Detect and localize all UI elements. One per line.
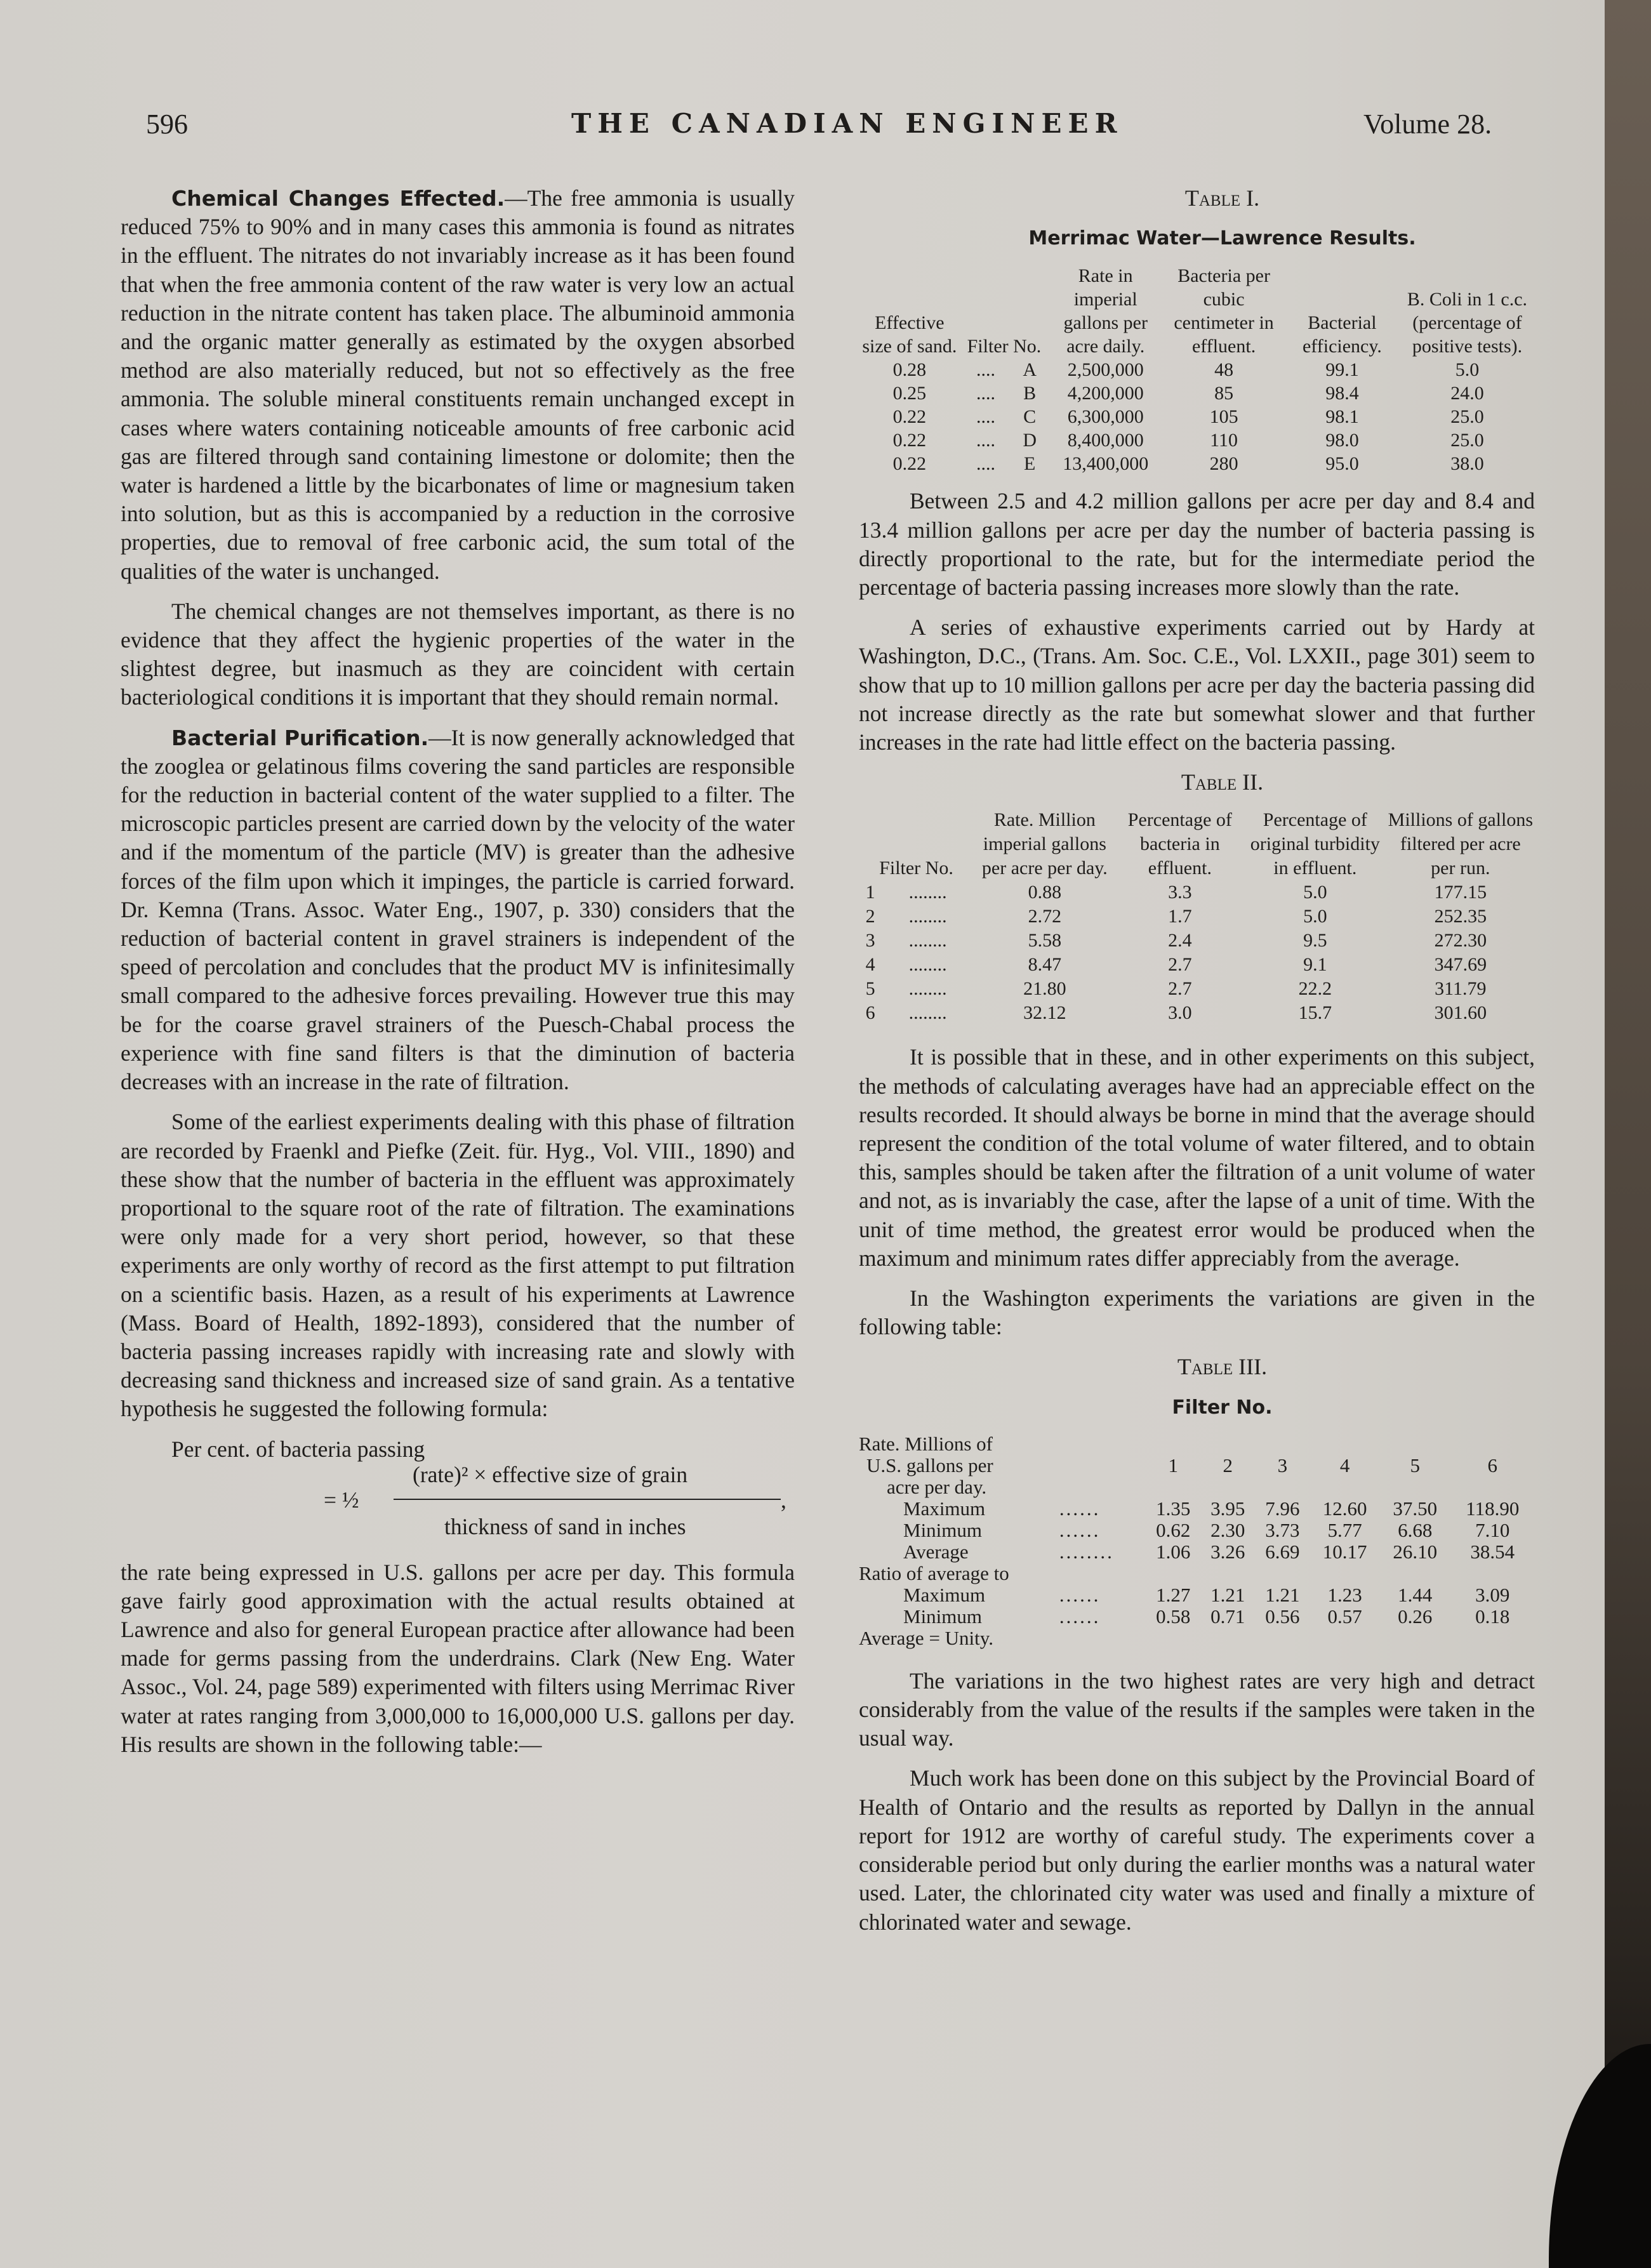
table-cell: 0.62 — [1156, 1518, 1191, 1541]
table-washington-rates — [859, 808, 1535, 1025]
row-label: Minimum — [903, 1518, 983, 1541]
table-row — [859, 1001, 1535, 1025]
table-cell: 301.60 — [1434, 1002, 1487, 1024]
table-cell: 5.0 — [1303, 906, 1327, 927]
table-cell: 6 — [865, 1002, 875, 1024]
table-cell: 2.30 — [1210, 1518, 1245, 1541]
table-cell: ........ — [908, 954, 947, 976]
table-header-row — [859, 1455, 1535, 1476]
section-heading: Chemical Changes Effected. — [171, 186, 505, 211]
table-header-row — [859, 808, 1535, 880]
table-header-row — [859, 264, 1535, 358]
table-cell: 1.06 — [1156, 1540, 1191, 1563]
table-cell: 272.30 — [1434, 930, 1487, 952]
table-cell: 2.7 — [1168, 954, 1192, 976]
formula-label: Per cent. of bacteria passing — [171, 1436, 425, 1462]
table-cell: 1.44 — [1398, 1583, 1433, 1606]
fraction-bar — [394, 1499, 781, 1500]
table-row — [859, 1563, 1535, 1584]
table-cell: .... — [976, 430, 995, 451]
table-cell: 0.58 — [1156, 1605, 1191, 1628]
table-cell: 38.0 — [1450, 453, 1484, 475]
table-cell: 4,200,000 — [1067, 383, 1144, 404]
table-cell: E — [1023, 453, 1036, 475]
table-cell: 95.0 — [1325, 453, 1359, 475]
table-cell: 311.79 — [1435, 978, 1487, 1000]
formula-denominator: thickness of sand in inches — [444, 1513, 686, 1539]
table-cell: 5 — [865, 978, 875, 1000]
paragraph: The chemical changes are not themselves important, as there is no evidence that they affect the hygienic properties of the water in the slightest degree, but inasmuch as they are coincident with certain bacteriological conditions it is important that they should remain normal. — [121, 598, 795, 710]
table-cell: 25.0 — [1450, 406, 1484, 428]
table-row — [859, 452, 1535, 475]
table-subtitle: Merrimac Water—Lawrence Results. — [1028, 227, 1416, 250]
table-row — [859, 880, 1535, 905]
table-cell: .... — [976, 383, 995, 404]
paragraph: Some of the earliest experiments dealing with this phase of filtration are recorded by Fraenkl and Piefke (Zeit. für. Hyg., Vol. VIII., 1890) and these show that the number of bacteria in the effluent was approximately proportional to the square root of the rate of filtration. The examinations were only made for a very short period, however, so that these experiments are only worthy of record as the first attempt to put filtration on a scientific basis. Hazen, as a result of his experiments at Lawrence (Mass. Board of Health, 1892-1893), considered that the number of bacteria passing increases rapidly with increasing rate and slowly with decreasing sand thickness and increased size of sand grain. As a tentative hypothesis he suggested the following formula: — [121, 1109, 795, 1422]
table-row — [859, 1476, 1535, 1498]
paragraph: the rate being expressed in U.S. gallons per acre per day. This formula gave fairly good approximation with the actual results obtained at Lawrence and also for general European practice after allowance had been made for germs passing from the underdrains. Clark (New Eng. Water Assoc., Vol. 24, page 589) experimented with filters using Merrimac River water at rates ranging from 3,000,000 to 16,000,000 U.S. gallons per day. His results are shown in the following table:— — [121, 1559, 795, 1757]
table-cell: D — [1023, 430, 1037, 451]
column-header: Rate. Million imperial gallons per acre per day. — [981, 809, 1108, 879]
table-row — [859, 953, 1535, 977]
column-header: Filter No. — [879, 858, 953, 879]
paragraph-text: —The free ammonia is usually reduced 75% to 90% and in many cases this ammonia is found as nitrates in the effluent. The nitrates do not invariably increase as it has been found that when the free ammonia content of the raw water is very low an actual reduction in the nitrate content has taken place. The albuminoid ammonia and the organic matter generally as estimated by the oxygen absorbed method are also materially reduced, but not so effectively as the free ammonia. The soluble mineral constituents remain unchanged except in cases where waters containing noticeable amounts of free carbonic acid gas are filtered through sand containing limestone or dolomite; then the water is hardened a little by the bicarbonates of lime or magnesium taken into solution, but as this is accompanied by a reduction in the corrosive properties, due to removal of free carbonic acid, the sum total of the qualities of the water is unchanged. — [121, 185, 795, 584]
row-label: Ratio of average to — [859, 1562, 1009, 1584]
table-cell: 0.22 — [892, 453, 927, 475]
table-cell: 24.0 — [1450, 383, 1484, 404]
table-cell: 1 — [865, 882, 875, 903]
table-cell: 2.72 — [1028, 906, 1062, 927]
hazen-formula — [121, 1435, 795, 1556]
table-cell: 2.7 — [1168, 978, 1192, 1000]
formula-comma: , — [781, 1487, 786, 1513]
formula-equals: = ½ — [324, 1487, 359, 1513]
table-cell: 3.09 — [1475, 1583, 1510, 1606]
table-cell: 1.21 — [1210, 1583, 1245, 1606]
table-caption: Table II. — [1181, 769, 1264, 795]
table-cell: 177.15 — [1434, 882, 1487, 903]
table-cell: 5.0 — [1303, 882, 1327, 903]
table-merrimac — [859, 264, 1535, 475]
table-caption: Table I. — [1184, 185, 1260, 211]
table-cell: .... — [976, 406, 995, 428]
table-cell: 0.71 — [1210, 1605, 1245, 1628]
table-cell: 85 — [1214, 383, 1234, 404]
table-row — [859, 929, 1535, 953]
table-cell: 0.22 — [892, 430, 927, 451]
table-cell: 98.1 — [1325, 406, 1359, 428]
table-cell: .... — [976, 359, 995, 381]
table-row — [859, 1584, 1535, 1606]
table-cell: 6.69 — [1265, 1540, 1300, 1563]
table-cell: 98.4 — [1325, 383, 1359, 404]
column-header: Bacteria per cubic centimeter in effluent. — [1174, 265, 1274, 357]
table-cell: 3 — [865, 930, 875, 952]
table-cell: 7.96 — [1265, 1497, 1300, 1520]
column-header: Rate in imperial gallons per acre daily. — [1063, 265, 1148, 357]
table-cell: 1.23 — [1327, 1583, 1362, 1606]
table-cell: 22.2 — [1298, 978, 1332, 1000]
column-header: 2 — [1223, 1454, 1233, 1476]
table-caption: Table III. — [1177, 1354, 1268, 1380]
row-label: acre per day. — [887, 1475, 987, 1498]
dot-leader: ...... — [1059, 1518, 1101, 1541]
column-header: 6 — [1487, 1454, 1498, 1476]
table-row — [859, 977, 1535, 1001]
paragraph: The variations in the two highest rates are very high and detract considerably from the value of the results if the samples were taken in the usual way. — [859, 1668, 1535, 1751]
table-cell: ........ — [908, 882, 947, 903]
table-cell: ........ — [908, 1002, 947, 1024]
column-header: Bacterial efficiency. — [1302, 312, 1382, 357]
table-cell: 3.3 — [1168, 882, 1192, 903]
left-column — [121, 184, 795, 1770]
table-rate-variations — [859, 1433, 1535, 1649]
table-cell: .... — [976, 453, 995, 475]
table-row — [859, 905, 1535, 929]
table-cell: 0.25 — [892, 383, 927, 404]
dot-leader: ...... — [1059, 1605, 1101, 1628]
table-cell: 252.35 — [1434, 906, 1487, 927]
row-label: Maximum — [903, 1583, 986, 1606]
right-column — [859, 184, 1535, 1948]
paragraph-bacterial-purification — [121, 724, 795, 1097]
table-row — [859, 1628, 1535, 1649]
table-row — [859, 1498, 1535, 1520]
section-heading: Bacterial Purification. — [171, 725, 429, 750]
table-cell: 4 — [865, 954, 875, 976]
column-header: 4 — [1339, 1454, 1350, 1476]
paragraph: Between 2.5 and 4.2 million gallons per acre per day and 8.4 and 13.4 million gallons per acre per day the number of bacteria passing is directly proportional to the rate, but for the intermediate period the percentage of bacteria passing increases more slowly than the rate. — [859, 488, 1535, 600]
paragraph: It is possible that in these, and in other experiments on this subject, the methods of calculating averages have had an appreciable effect on the results recorded. It should always be borne in mind that the average should represent the condition of the total volume of water filtered, and to obtain this, samples should be taken after the filtration of a unit volume of water and not, as is invariably the case, after the lapse of a unit of time. With the unit of time method, the greatest error would be produced when the maximum and minimum rates differ appreciably from the average. — [859, 1044, 1535, 1271]
paragraph: In the Washington experiments the variations are given in the following table: — [859, 1285, 1535, 1340]
formula-numerator: (rate)² × effective size of grain — [413, 1461, 688, 1487]
table-cell: 1.27 — [1156, 1583, 1191, 1606]
table-row — [859, 1520, 1535, 1541]
table-cell: 38.54 — [1470, 1540, 1515, 1563]
table-cell: 25.0 — [1450, 430, 1484, 451]
table-cell: 10.17 — [1322, 1540, 1367, 1563]
table-subtitle: Filter No. — [1172, 1396, 1273, 1419]
column-header: Millions of gallons filtered per acre per run. — [1388, 809, 1533, 879]
table-footer: Average = Unity. — [859, 1626, 994, 1649]
paragraph-text: —It is now generally acknowledged that the zooglea or gelatinous films covering the sand particles are responsible for the reduction in bacterial content of the water supplied to a filter. The microscopic particles present are carried down by the velocity of the water and if the momentum of the particle (MV) is greater than the adhesive forces of the film upon which it impinges, the particle is carried forward. Dr. Kemna (Trans. Assoc. Water Eng., 1907, p. 330) considers that the reduction of bacterial content in gravel strainers is independent of the speed of percolation and concludes that the product MV is infinitesimally small compared to the adhesive forces prevailing. However true this may be for the coarse gravel strainers of the Puesch-Chabal process the experience with fine sand filters is that the diminution of bacteria decreases with an increase in the rate of filtration. — [121, 724, 795, 1095]
dot-leader: ........ — [1059, 1540, 1114, 1563]
table-cell: 0.22 — [892, 406, 927, 428]
table-row — [859, 1541, 1535, 1563]
table-cell: 6,300,000 — [1067, 406, 1144, 428]
column-header: 3 — [1277, 1454, 1288, 1476]
table-row — [859, 1433, 1535, 1455]
table-cell: 2.4 — [1168, 930, 1192, 952]
table-cell: 5.0 — [1455, 359, 1480, 381]
table-cell: 3.26 — [1210, 1540, 1245, 1563]
table-row — [859, 405, 1535, 428]
table-cell: 8.47 — [1028, 954, 1062, 976]
table-cell: 0.56 — [1265, 1605, 1300, 1628]
table-cell: 2 — [865, 906, 875, 927]
table-cell: 118.90 — [1466, 1497, 1520, 1520]
paragraph: A series of exhaustive experiments carried out by Hardy at Washington, D.C., (Trans. Am. Soc. C.E., Vol. LXXII., page 301) seem to show that up to 10 million gallons per acre per day the bacteria passing did not increase directly as the rate but somewhat slower and that further increases in the rate had little effect on the bacteria passing. — [859, 614, 1535, 755]
page-number: 596 — [146, 109, 188, 140]
table-cell: 110 — [1210, 430, 1238, 451]
table-cell: 7.10 — [1475, 1518, 1510, 1541]
table-cell: 347.69 — [1434, 954, 1487, 976]
paragraph-chemical-changes — [121, 184, 795, 586]
dot-leader: ...... — [1059, 1497, 1101, 1520]
table-row — [859, 358, 1535, 381]
column-header: B. Coli in 1 c.c. (percentage of positive tests). — [1407, 289, 1528, 357]
column-header: Percentage of original turbidity in effluent. — [1250, 809, 1380, 879]
table-cell: 5.58 — [1028, 930, 1062, 952]
table-cell: 99.1 — [1325, 359, 1359, 381]
column-header: Percentage of bacteria in effluent. — [1127, 809, 1232, 879]
table-cell: 9.5 — [1303, 930, 1327, 952]
table-cell: 1.21 — [1265, 1583, 1300, 1606]
table-cell: 0.57 — [1327, 1605, 1362, 1628]
table-cell: 0.18 — [1475, 1605, 1510, 1628]
table-cell: 105 — [1209, 406, 1238, 428]
table-cell: 13,400,000 — [1063, 453, 1149, 475]
column-header: 5 — [1410, 1454, 1420, 1476]
table-cell: 1.7 — [1168, 906, 1192, 927]
table-cell: 2,500,000 — [1067, 359, 1144, 381]
table-cell: 12.60 — [1322, 1497, 1367, 1520]
row-label: Maximum — [903, 1497, 986, 1520]
table-cell: 3.73 — [1265, 1518, 1300, 1541]
table-cell: 6.68 — [1398, 1518, 1433, 1541]
table-cell: 0.28 — [892, 359, 927, 381]
table-cell: 48 — [1214, 359, 1234, 381]
table-cell: 0.26 — [1398, 1605, 1433, 1628]
table-cell: ........ — [908, 906, 947, 927]
table-cell: A — [1023, 359, 1037, 381]
table-row — [859, 1606, 1535, 1628]
volume-label: Volume 28. — [1363, 109, 1492, 140]
table-cell: 1.35 — [1156, 1497, 1191, 1520]
table-cell: 5.77 — [1327, 1518, 1362, 1541]
row-label: Rate. Millions of — [859, 1432, 993, 1455]
table-cell: 98.0 — [1325, 430, 1359, 451]
table-cell: 280 — [1209, 453, 1238, 475]
table-row — [859, 381, 1535, 405]
row-label: Average — [903, 1540, 969, 1563]
table-cell: C — [1023, 406, 1037, 428]
column-header: Effective size of sand. — [862, 312, 957, 357]
row-label: U.S. gallons per — [866, 1454, 993, 1476]
column-header: 1 — [1168, 1454, 1178, 1476]
row-label: Minimum — [903, 1605, 983, 1628]
table-cell: 15.7 — [1298, 1002, 1332, 1024]
table-cell: 21.80 — [1023, 978, 1066, 1000]
book-edge — [1605, 0, 1651, 2268]
column-header: Filter No. — [967, 336, 1042, 357]
table-cell: 3.95 — [1210, 1497, 1245, 1520]
table-cell: 32.12 — [1023, 1002, 1066, 1024]
table-cell: B — [1023, 383, 1037, 404]
paragraph: Much work has been done on this subject by the Provincial Board of Health of Ontario and the results as reported by Dallyn in the annual report for 1912 are worthy of careful study. The experiments cover a considerable period but only during the earlier months was a natural water used. Later, the chlorinated city water was used and finally a mixture of chlorinated water and sewage. — [859, 1765, 1535, 1935]
table-cell: 0.88 — [1028, 882, 1062, 903]
journal-title: THE CANADIAN ENGINEER — [571, 108, 1124, 139]
table-cell: 37.50 — [1393, 1497, 1438, 1520]
table-cell: 8,400,000 — [1067, 430, 1144, 451]
table-row — [859, 428, 1535, 452]
dot-leader: ...... — [1059, 1583, 1101, 1606]
table-cell: ........ — [908, 978, 947, 1000]
table-cell: 9.1 — [1303, 954, 1327, 976]
table-cell: 3.0 — [1168, 1002, 1192, 1024]
table-cell: 26.10 — [1393, 1540, 1438, 1563]
table-cell: ........ — [908, 930, 947, 952]
